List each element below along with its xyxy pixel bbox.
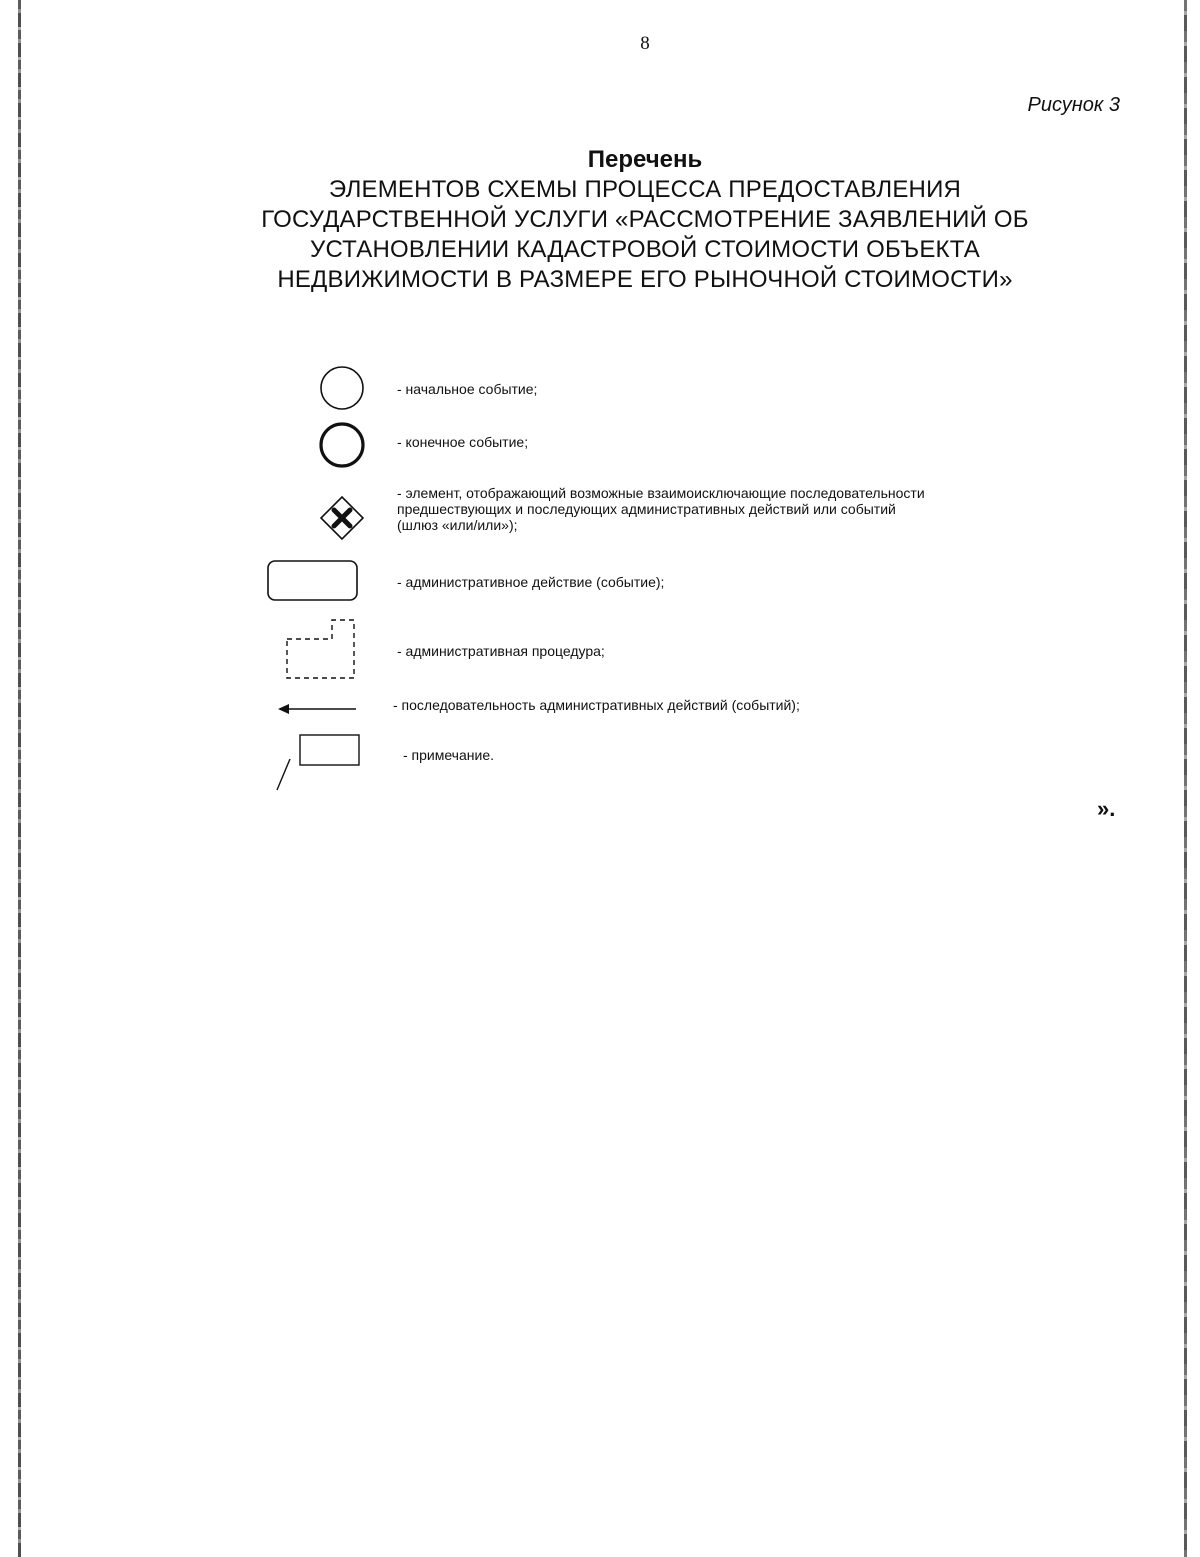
legend-item-annotation xyxy=(403,747,494,763)
legend-text: - административная процедура; xyxy=(397,643,605,659)
legend-item-exclusive-gateway xyxy=(397,485,925,533)
legend-item-sequence-arrow xyxy=(393,697,800,713)
end-event-icon xyxy=(317,420,367,470)
legend-text: (шлюз «или/или»); xyxy=(397,517,518,533)
figure-label: Рисунок 3 xyxy=(1027,94,1120,116)
heading-line: УСТАНОВЛЕНИИ КАДАСТРОВОЙ СТОИМОСТИ ОБЪЕКТА xyxy=(310,236,980,263)
closing-quote-mark: ». xyxy=(1097,796,1116,821)
scan-edge-right xyxy=(1184,0,1187,1557)
legend-item-end-event xyxy=(397,434,528,450)
legend-text: - последовательность административных действий (событий); xyxy=(393,697,800,713)
legend-text: - примечание. xyxy=(403,747,494,763)
legend-text: - начальное событие; xyxy=(397,381,538,397)
annotation-icon xyxy=(270,733,364,793)
sequence-arrow-icon xyxy=(276,700,360,718)
heading-line: НЕДВИЖИМОСТИ В РАЗМЕРЕ ЕГО РЫНОЧНОЙ СТОИМОСТИ» xyxy=(277,266,1013,293)
legend-item-start-event xyxy=(397,381,537,397)
page-number: 8 xyxy=(640,33,650,54)
legend-text: - элемент, отображающий возможные взаимоисключающие последовательности xyxy=(397,485,925,501)
legend-item-administrative-action xyxy=(397,574,664,590)
legend-text: - административное действие (событие); xyxy=(397,574,665,590)
scan-edge-left xyxy=(18,0,21,1557)
start-event-icon xyxy=(318,364,366,412)
heading-line: ЭЛЕМЕНТОВ СХЕМЫ ПРОЦЕССА ПРЕДОСТАВЛЕНИЯ xyxy=(328,176,962,203)
heading-title: Перечень xyxy=(587,146,703,173)
legend-text: - конечное событие; xyxy=(397,434,529,450)
administrative-action-icon xyxy=(266,559,360,603)
legend-text: предшествующих и последующих административных действий или событий xyxy=(397,501,896,517)
administrative-procedure-icon xyxy=(284,617,358,681)
heading xyxy=(180,145,1110,295)
exclusive-gateway-icon xyxy=(318,494,366,542)
heading-line: ГОСУДАРСТВЕННОЙ УСЛУГИ «РАССМОТРЕНИЕ ЗАЯВЛЕНИЙ ОБ xyxy=(261,206,1029,233)
legend-item-administrative-procedure xyxy=(397,643,605,659)
